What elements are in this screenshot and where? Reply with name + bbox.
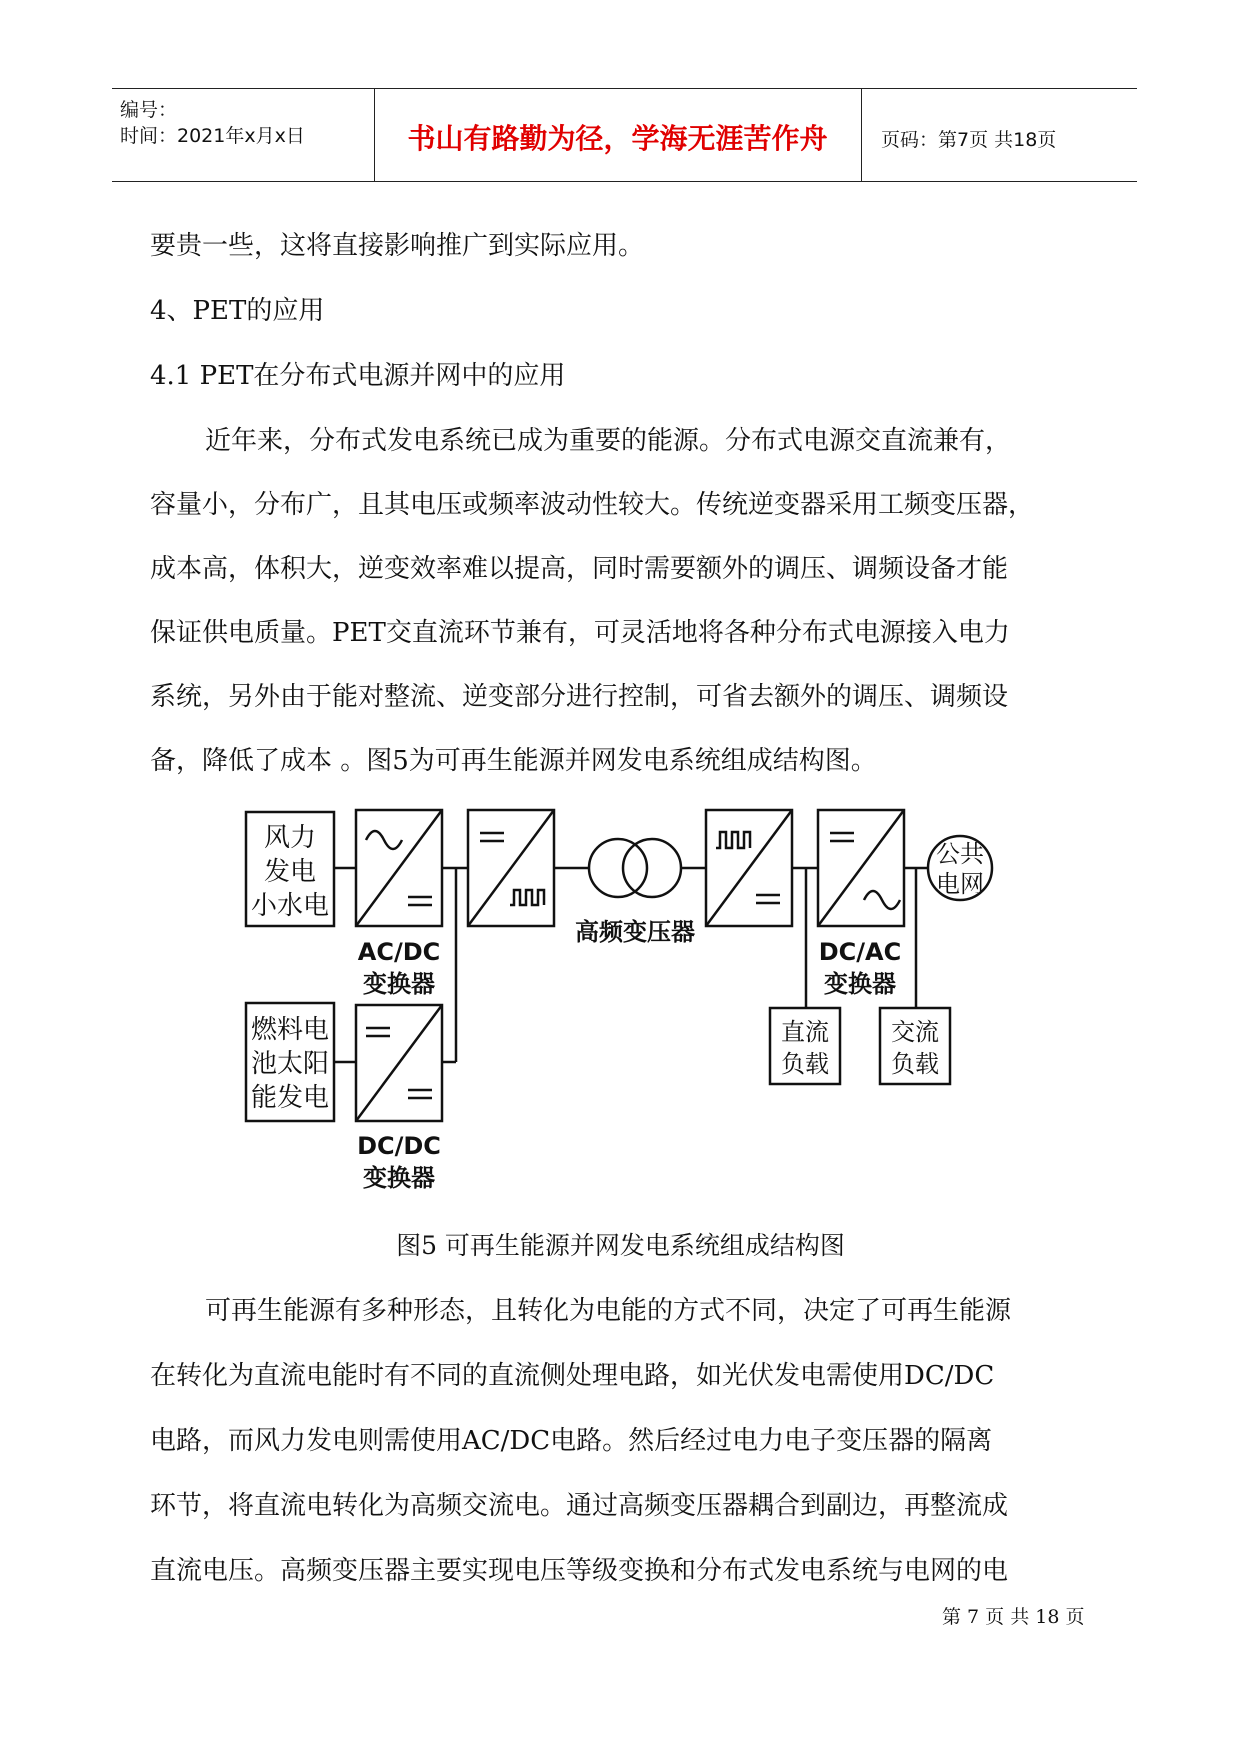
paragraph-line: 直流电压。高频变压器主要实现电压等级变换和分布式发电系统与电网的电 [150, 1556, 1009, 1586]
hf-inverter [468, 810, 554, 926]
hf-transformer-label: 高频变压器 [575, 918, 695, 946]
wind-label-3: 小水电 [250, 891, 330, 921]
paragraph-line: 可再生能源有多种形态，且转化为电能的方式不同，决定了可再生能源 [205, 1296, 1012, 1326]
text-line: 要贵一些，这将直接影响推广到实际应用。 [150, 231, 645, 261]
wind-label-1: 风力 [263, 823, 317, 853]
dc-load-label-1: 直流 [781, 1018, 829, 1046]
paragraph-line: 容量小，分布广，且其电压或频率波动性较大。传统逆变器采用工频变压器， [150, 490, 1035, 520]
paragraph-line: 保证供电质量。PET交直流环节兼有，可灵活地将各种分布式电源接入电力 [150, 618, 1010, 648]
paragraph-line: 系统，另外由于能对整流、逆变部分进行控制，可省去额外的调压、调频设 [150, 682, 1009, 712]
paragraph-line: 环节，将直流电转化为高频交流电。通过高频变压器耦合到副边，再整流成 [150, 1491, 1009, 1521]
fuel-label-1: 燃料电 [250, 1015, 330, 1045]
hf-rectifier [706, 810, 792, 926]
wind-label-2: 发电 [263, 857, 317, 887]
acdc-label-2: 变换器 [363, 970, 435, 998]
page-footer: 第 7 页 共 18 页 [942, 1606, 1085, 1628]
paragraph-line: 电路，而风力发电则需使用AC/DC电路。然后经过电力电子变压器的隔离 [150, 1426, 993, 1456]
dcac-label-1: DC/AC [818, 938, 902, 966]
acdc-converter [356, 810, 442, 926]
figure-caption: 图5 可再生能源并网发电系统组成结构图 [396, 1231, 845, 1260]
paragraph-line: 备，降低了成本 。图5为可再生能源并网发电系统组成结构图。 [150, 746, 877, 776]
header-motto: 书山有路勤为径，学海无涯苦作舟 [407, 122, 828, 155]
dcdc-converter [356, 1005, 442, 1121]
grid-label-2: 电网 [936, 870, 984, 898]
dcdc-label-1: DC/DC [357, 1132, 441, 1160]
paragraph-line: 成本高，体积大，逆变效率难以提高，同时需要额外的调压、调频设备才能 [150, 554, 1009, 584]
grid-label-1: 公共 [936, 840, 984, 868]
dc-load-label-2: 负载 [781, 1050, 829, 1078]
header-page-code: 页码：第7页 共18页 [881, 129, 1057, 151]
fuel-label-3: 能发电 [250, 1083, 330, 1113]
ac-load-label-2: 负载 [891, 1050, 939, 1078]
section-heading: 4、PET的应用 [150, 296, 325, 326]
document-date: 时间：2021年x月x日 [120, 125, 305, 147]
acdc-label-1: AC/DC [357, 938, 441, 966]
document-number-label: 编号： [120, 99, 178, 121]
dcac-label-2: 变换器 [824, 970, 896, 998]
hf-transformer-coil-right [623, 839, 681, 897]
dcac-converter [818, 810, 904, 926]
paragraph-line: 在转化为直流电能时有不同的直流侧处理电路，如光伏发电需使用DC/DC [150, 1361, 995, 1391]
subsection-heading: 4.1 PET在分布式电源并网中的应用 [150, 361, 566, 391]
dcdc-label-2: 变换器 [363, 1164, 435, 1192]
paragraph-line: 近年来，分布式发电系统已成为重要的能源。分布式电源交直流兼有， [205, 426, 1012, 456]
hf-transformer-coil-left [589, 839, 647, 897]
fuel-label-2: 池太阳 [250, 1049, 330, 1079]
ac-load-label-1: 交流 [891, 1018, 939, 1046]
